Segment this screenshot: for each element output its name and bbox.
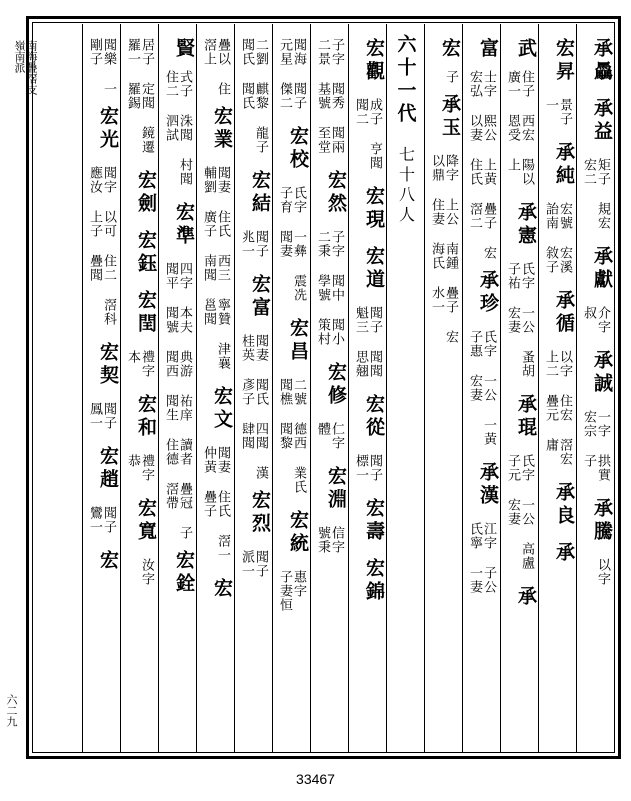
person-name: 宏淵: [325, 466, 347, 512]
person-name: 宏: [211, 578, 233, 601]
annotation-left: 基號: [315, 82, 330, 110]
annotation-right: 矩子: [595, 158, 610, 186]
annotation-right: 疊冠: [177, 482, 192, 510]
annotation-right: 聞氏: [253, 378, 268, 406]
genealogy-columns: [44, 24, 614, 752]
annotation-right: 疊以: [215, 38, 230, 66]
person-name: 承誠: [591, 350, 613, 396]
annotation-right: 聞子: [101, 402, 116, 430]
annotation-left: 聞妻: [277, 230, 292, 258]
annotation-right: 聞子: [367, 454, 382, 482]
genealogy-column: [196, 24, 234, 752]
annotation-left: 仲黃: [201, 446, 216, 474]
annotation-left: 聞號: [163, 306, 178, 334]
annotation-right: 津襄: [215, 342, 230, 370]
person-name: 承純: [553, 142, 575, 188]
annotation-right: 士字: [481, 70, 496, 98]
annotation-right: 德西: [291, 422, 306, 450]
annotation-right: 熙公: [481, 114, 496, 142]
person-name: 宏修: [325, 362, 347, 408]
margin-school: 嶺南派: [13, 40, 26, 73]
annotation-right: 滘科: [101, 298, 116, 326]
genealogy-column: [500, 24, 538, 752]
annotation-right: 聞聞: [367, 350, 382, 378]
annotation-left: 標一: [353, 454, 368, 482]
annotation-left: 海氏: [429, 242, 444, 270]
annotation-right: 滘一: [215, 534, 230, 562]
genealogy-column: [82, 24, 120, 752]
annotation-left: 疊元: [543, 394, 558, 422]
annotation-left: 恩受: [505, 114, 520, 142]
annotation-right: 四聞: [253, 422, 268, 450]
annotation-right: 陽以: [519, 158, 534, 186]
annotation-left: 疊子: [201, 490, 216, 518]
annotation-left: 聞西: [163, 350, 178, 378]
annotation-right: 拱實: [595, 454, 610, 482]
annotation-left: 魁三: [353, 306, 368, 334]
annotation-left: 以妻: [467, 114, 482, 142]
annotation-right: 住: [215, 82, 230, 96]
genealogy-column: [234, 24, 272, 752]
annotation-right: 聞子: [291, 82, 306, 110]
person-name: 宏富: [249, 274, 271, 320]
annotation-right: 聞子: [253, 550, 268, 578]
annotation-left: 詒南: [543, 202, 558, 230]
annotation-right: 住子: [519, 70, 534, 98]
annotation-right: 漢: [253, 466, 268, 480]
person-name: 宏光: [97, 106, 119, 152]
annotation-right: 聞秀: [329, 82, 344, 110]
annotation-right: 一黃: [481, 418, 496, 446]
annotation-left: 疊聞: [87, 254, 102, 282]
person-name: 承獻: [591, 246, 613, 292]
annotation-left: 本: [125, 350, 140, 364]
annotation-right: 業氏: [291, 466, 306, 494]
annotation-right: 子字: [329, 230, 344, 258]
annotation-left: 彥子: [239, 378, 254, 406]
annotation-right: 氏字: [481, 330, 496, 358]
annotation-left: 宏弘: [467, 70, 482, 98]
annotation-right: 麒黎: [253, 82, 268, 110]
person-name: 宏統: [287, 510, 309, 556]
annotation-right: 住二: [101, 254, 116, 282]
person-name: 承玉: [439, 94, 461, 140]
annotation-right: 汝字: [139, 558, 154, 586]
annotation-right: 上公: [443, 198, 458, 226]
annotation-left: 號秉: [315, 526, 330, 554]
annotation-left: 應汝: [87, 166, 102, 194]
annotation-right: 宏: [443, 330, 458, 344]
genealogy-column: [538, 24, 576, 752]
annotation-left: 羅錫: [125, 82, 140, 110]
annotation-right: 居子: [139, 38, 154, 66]
annotation-left: 聞氏: [239, 38, 254, 66]
person-name: 承循: [553, 290, 575, 336]
annotation-right: 鏡遷: [139, 126, 154, 154]
annotation-left: 廣一: [505, 70, 520, 98]
annotation-right: 疊子: [481, 202, 496, 230]
annotation-right: 仁字: [329, 422, 344, 450]
annotation-left: 聞生: [163, 394, 178, 422]
annotation-right: 子: [443, 70, 458, 84]
annotation-right: 住氏: [215, 490, 230, 518]
annotation-left: 宏二: [581, 158, 596, 186]
margin-branch: 南海疊滘支: [25, 40, 38, 95]
annotation-left: 聞氏: [239, 82, 254, 110]
annotation-left: 二景: [315, 38, 330, 66]
annotation-left: 廣子: [201, 210, 216, 238]
genealogy-column: [158, 24, 196, 752]
annotation-left: 桂英: [239, 334, 254, 362]
person-name: 承憲: [515, 202, 537, 248]
annotation-right: 聞子: [367, 306, 382, 334]
annotation-left: 住二: [163, 70, 178, 98]
annotation-right: 宏號: [557, 202, 572, 230]
annotation-right: 定聞: [139, 82, 154, 110]
annotation-left: 上: [505, 158, 520, 172]
person-name: 宏趙: [97, 446, 119, 492]
annotation-left: 南聞: [201, 254, 216, 282]
annotation-left: 滘二: [467, 202, 482, 230]
person-name: 宏文: [211, 386, 233, 432]
annotation-left: 子育: [277, 186, 292, 214]
annotation-right: 寧贊: [215, 298, 230, 326]
annotation-left: 子惠: [467, 330, 482, 358]
generation-count: 七十八人: [396, 146, 416, 226]
annotation-left: 滘帶: [163, 482, 178, 510]
person-name: 承漢: [477, 462, 499, 508]
annotation-left: 兆一: [239, 230, 254, 258]
annotation-right: 以字: [557, 350, 572, 378]
annotation-right: 聞樂: [101, 38, 116, 66]
annotation-left: 思翹: [353, 350, 368, 378]
annotation-right: 介字: [595, 306, 610, 334]
person-name: 宏然: [325, 170, 347, 216]
annotation-right: 信字: [329, 526, 344, 554]
person-name: 承良: [553, 482, 575, 528]
annotation-right: 一彝: [291, 230, 306, 258]
person-name: 宏鈺: [135, 230, 157, 276]
annotation-right: 二號: [291, 378, 306, 406]
annotation-right: 高盧: [519, 542, 534, 570]
annotation-right: 村聞: [177, 158, 192, 186]
annotation-left: 羅一: [125, 38, 140, 66]
annotation-left: 邕聞: [201, 298, 216, 326]
person-name: 宏閏: [135, 290, 157, 336]
annotation-left: 剛子: [87, 38, 102, 66]
annotation-left: 恭: [125, 454, 140, 468]
annotation-left: 鸞一: [87, 506, 102, 534]
annotation-left: 庸: [543, 438, 558, 452]
annotation-left: 住妻: [429, 198, 444, 226]
person-name: 賢: [173, 38, 195, 61]
annotation-left: 敘子: [543, 246, 558, 274]
annotation-right: 聞海: [291, 38, 306, 66]
annotation-right: 子字: [329, 38, 344, 66]
annotation-right: 疊子: [443, 286, 458, 314]
annotation-right: 景子: [557, 98, 572, 126]
annotation-right: 蚤胡: [519, 350, 534, 378]
annotation-right: 禮字: [139, 350, 154, 378]
annotation-right: 住宏: [557, 394, 572, 422]
annotation-left: 子元: [505, 454, 520, 482]
person-name: 宏校: [287, 126, 309, 172]
annotation-left: 學號: [315, 274, 330, 302]
annotation-right: 聞子: [101, 506, 116, 534]
annotation-left: 住氏: [467, 158, 482, 186]
annotation-right: 四字: [177, 262, 192, 290]
person-name: 宏觀: [363, 38, 385, 84]
annotation-right: 氏字: [519, 262, 534, 290]
genealogy-column: [310, 24, 348, 752]
person-name: 宏寬: [135, 498, 157, 544]
annotation-right: 式子: [177, 70, 192, 98]
annotation-right: 一公: [519, 306, 534, 334]
annotation-left: 二秉: [315, 230, 330, 258]
person-name: 承珍: [477, 270, 499, 316]
genealogy-column: [424, 24, 462, 752]
genealogy-column: [272, 24, 310, 752]
person-name: 宏銓: [173, 550, 195, 596]
annotation-left: 派一: [239, 550, 254, 578]
person-name: 宏契: [97, 342, 119, 388]
person-name: 宏昇: [553, 38, 575, 84]
person-name: 富: [477, 38, 499, 61]
person-name: 宏烈: [249, 490, 271, 536]
annotation-right: 讀者: [177, 438, 192, 466]
annotation-left: 宏妻: [467, 374, 482, 402]
annotation-right: 子: [177, 526, 192, 540]
annotation-left: 聞平: [163, 262, 178, 290]
annotation-right: 西宏: [519, 114, 534, 142]
annotation-left: 宏妻: [505, 498, 520, 526]
person-name: 武: [515, 38, 537, 61]
person-name: 承: [553, 542, 575, 565]
annotation-left: 水一: [429, 286, 444, 314]
annotation-right: 滘宏: [557, 438, 572, 466]
person-name: 宏劍: [135, 170, 157, 216]
annotation-left: 泗試: [163, 114, 178, 142]
annotation-right: 典游: [177, 350, 192, 378]
person-name: 承: [515, 586, 537, 609]
annotation-right: 以字: [595, 558, 610, 586]
annotation-right: 成子: [367, 98, 382, 126]
generation-label: 六十一代: [394, 34, 417, 126]
annotation-right: 一字: [595, 410, 610, 438]
annotation-left: 元星: [277, 38, 292, 66]
genealogy-column: [120, 24, 158, 752]
annotation-left: 以鼎: [429, 154, 444, 182]
genealogy-column: [462, 24, 500, 752]
annotation-right: 以可: [101, 210, 116, 238]
annotation-right: 宏: [481, 246, 496, 260]
annotation-right: 聞中: [329, 274, 344, 302]
person-name: 宏: [97, 550, 119, 573]
annotation-left: 一妻: [467, 566, 482, 594]
annotation-right: 震冼: [291, 274, 306, 302]
annotation-right: 聞妻: [215, 166, 230, 194]
person-name: 宏昌: [287, 318, 309, 364]
annotation-right: 一公: [481, 374, 496, 402]
annotation-right: 一公: [519, 498, 534, 526]
annotation-right: 聞兩: [329, 126, 344, 154]
annotation-right: 聞妻: [215, 446, 230, 474]
annotation-right: 洙聞: [177, 114, 192, 142]
annotation-left: 滘上: [201, 38, 216, 66]
annotation-right: 南鍾: [443, 242, 458, 270]
annotation-left: 鳳一: [87, 402, 102, 430]
annotation-right: 祐庠: [177, 394, 192, 422]
annotation-right: 禮字: [139, 454, 154, 482]
person-name: 承驫: [591, 38, 613, 84]
person-name: 宏現: [363, 186, 385, 232]
annotation-left: 子妻恒: [277, 570, 292, 612]
annotation-left: 一: [543, 98, 558, 112]
annotation-right: 惠字: [291, 570, 306, 598]
annotation-left: 宏妻: [505, 306, 520, 334]
person-name: 宏業: [211, 106, 233, 152]
annotation-right: 聞妻: [253, 334, 268, 362]
annotation-right: 規宏: [595, 202, 610, 230]
genealogy-column: [576, 24, 614, 752]
page-number: 33467: [296, 771, 335, 787]
person-name: 宏和: [135, 394, 157, 440]
person-name: 宏壽: [363, 498, 385, 544]
person-name: 承琨: [515, 394, 537, 440]
annotation-right: 西三: [215, 254, 230, 282]
annotation-right: 子公: [481, 566, 496, 594]
genealogy-column: [348, 24, 386, 752]
annotation-right: 江字: [481, 522, 496, 550]
annotation-right: 一: [101, 82, 116, 96]
person-name: 承騰: [591, 498, 613, 544]
annotation-right: 聞小: [329, 318, 344, 346]
annotation-right: 氏字: [291, 186, 306, 214]
person-name: 宏從: [363, 394, 385, 440]
annotation-right: 二劉: [253, 38, 268, 66]
annotation-left: 聞黎: [277, 422, 292, 450]
annotation-right: 宏溪: [557, 246, 572, 274]
annotation-left: 宏宗: [581, 410, 596, 438]
annotation-right: 降字: [443, 154, 458, 182]
annotation-right: 本夫: [177, 306, 192, 334]
annotation-right: 聞字: [101, 166, 116, 194]
annotation-left: 子祐: [505, 262, 520, 290]
person-name: 宏結: [249, 170, 271, 216]
annotation-right: 聞子: [253, 230, 268, 258]
annotation-left: 聞樵: [277, 378, 292, 406]
annotation-left: 上子: [87, 210, 102, 238]
person-name: 宏錦: [363, 558, 385, 604]
annotation-left: 叔: [581, 306, 596, 320]
person-name: 宏準: [173, 202, 195, 248]
annotation-left: 肆聞: [239, 422, 254, 450]
annotation-left: 氏寧: [467, 522, 482, 550]
annotation-left: 傑二: [277, 82, 292, 110]
person-name: 宏: [439, 38, 461, 61]
annotation-right: 亨聞: [367, 142, 382, 170]
annotation-left: 住德: [163, 438, 178, 466]
annotation-right: 住氏: [215, 210, 230, 238]
annotation-right: 上黃: [481, 158, 496, 186]
annotation-left: 體: [315, 422, 330, 436]
annotation-left: 至堂: [315, 126, 330, 154]
generation-heading-column: [386, 24, 424, 752]
annotation-right: 龍子: [253, 126, 268, 154]
annotation-left: 聞二: [353, 98, 368, 126]
annotation-right: 氏字: [519, 454, 534, 482]
folio-number: 六二九: [5, 694, 18, 727]
person-name: 宏道: [363, 246, 385, 292]
annotation-left: 輔劉: [201, 166, 216, 194]
annotation-left: 上二: [543, 350, 558, 378]
annotation-left: 子: [581, 454, 596, 468]
annotation-left: 策村: [315, 318, 330, 346]
person-name: 承益: [591, 98, 613, 144]
